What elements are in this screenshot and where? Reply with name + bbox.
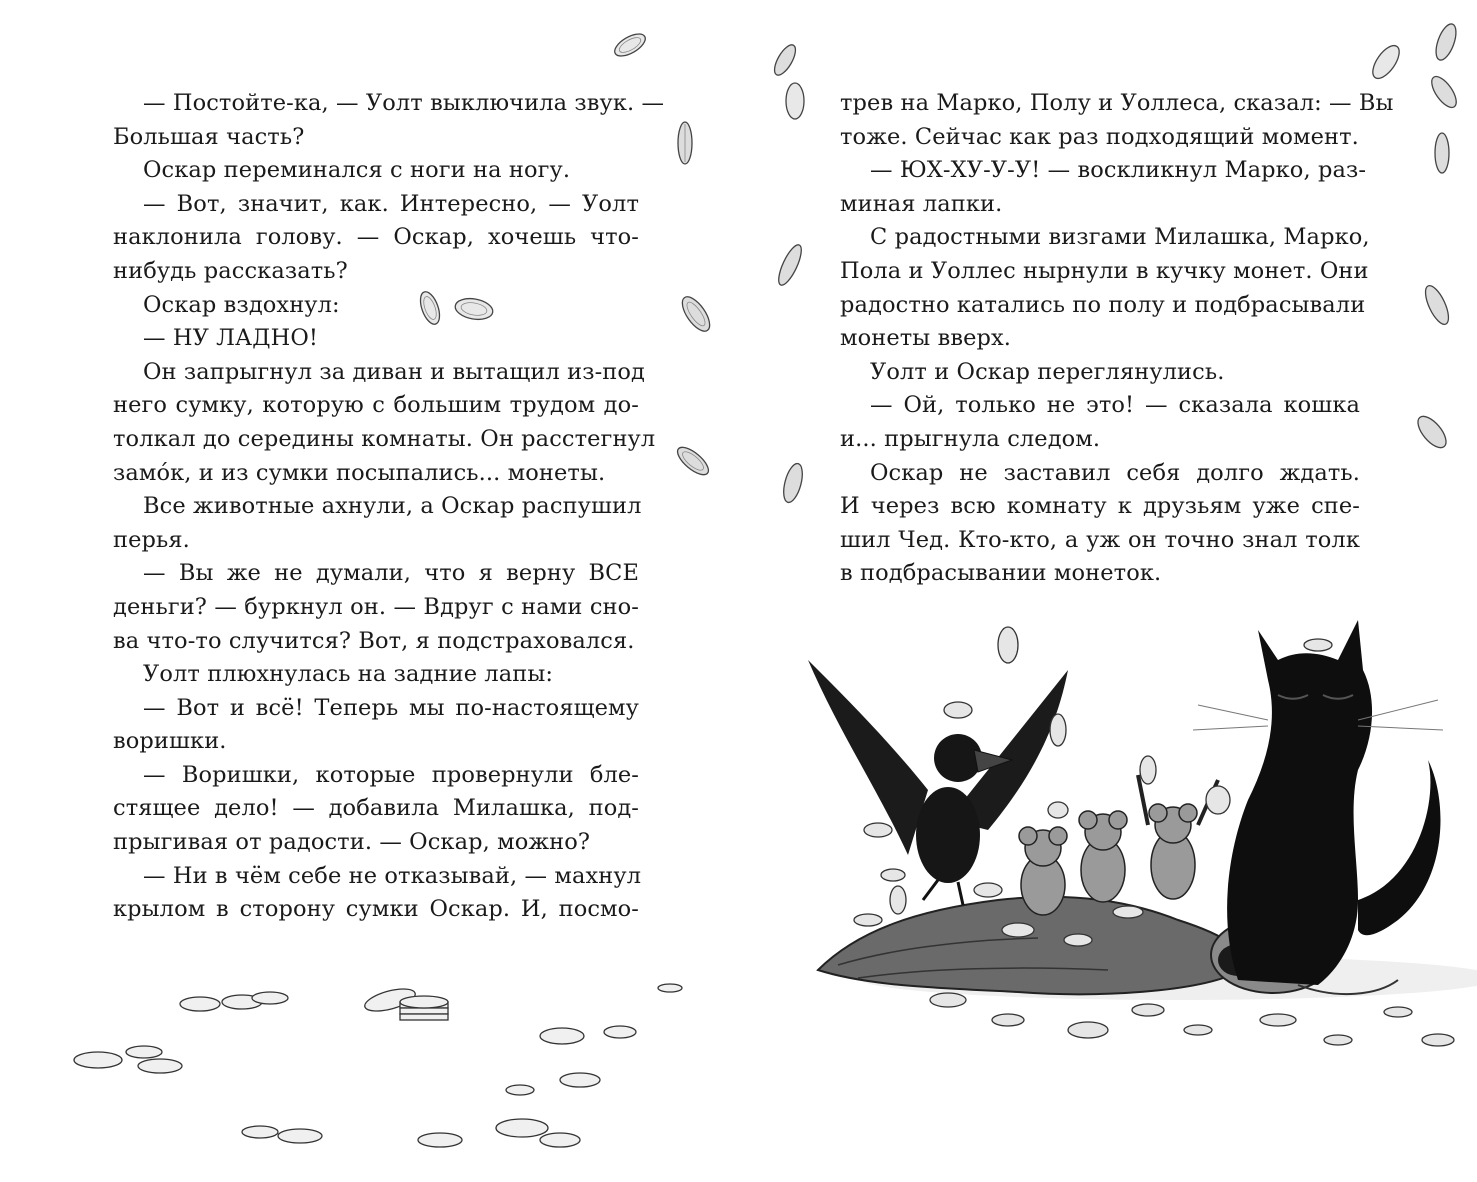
coin-icon — [776, 460, 810, 506]
coin-icon — [416, 288, 444, 328]
coin-icon — [780, 80, 810, 122]
left-page-text-line: замóк, и из сумки посыпались... монеты. — [113, 459, 606, 486]
right-page-text-line: И через всю комнату к друзьям уже спе- — [840, 493, 1360, 520]
left-page-text-line: стящее дело! — добавила Милашка, под- — [113, 795, 639, 822]
coin-icon — [1428, 20, 1464, 64]
left-page-text-line: — НУ ЛАДНО! — [143, 325, 319, 352]
right-page-text — [840, 87, 1394, 591]
coin-icon — [1412, 410, 1452, 454]
right-page — [738, 0, 1477, 1182]
coin-icon — [768, 40, 802, 80]
right-page-text-line: трев на Марко, Полу и Уоллеса, сказал: — Вы — [840, 90, 1394, 116]
animals-with-coins-illustration — [798, 600, 1477, 1060]
coin-icon — [610, 30, 650, 60]
left-page-text-line: толкал до середины комнаты. Он расстегнул — [113, 425, 656, 452]
left-page-text-line: — Воришки, которые провернули бле- — [143, 761, 639, 788]
coin-icon — [1368, 40, 1404, 84]
left-page-text-line: Уолт плюхнулась на задние лапы: — [143, 661, 554, 688]
left-page-text-line: крылом в сторону сумки Оскар. И, посмо- — [113, 896, 639, 923]
right-page-text-line: Пола и Уоллес нырнули в кучку монет. Они — [840, 257, 1369, 284]
left-page — [0, 0, 738, 1182]
coin-icon — [1428, 130, 1456, 176]
right-page-text-line: и... прыгнула следом. — [840, 425, 1101, 452]
left-page-text-line: деньги? — буркнул он. — Вдруг с нами сно- — [113, 593, 639, 620]
coin-icon — [772, 240, 808, 290]
left-page-text — [113, 87, 665, 927]
left-page-text-line: Все животные ахнули, а Оскар распушил — [143, 493, 642, 520]
left-page-text-line: перья. — [113, 526, 190, 553]
right-page-text-line: радостно катались по полу и подбрасывали — [840, 291, 1366, 318]
left-page-text-line: него сумку, которую с большим трудом до- — [113, 392, 639, 419]
left-page-text-line: прыгивая от радости. — Оскар, можно? — [113, 829, 591, 856]
floor-coins-icon — [60, 980, 740, 1160]
left-page-text-line: Оскар переминался с ноги на ногу. — [143, 157, 571, 184]
coin-icon — [1418, 280, 1456, 330]
coin-icon — [676, 290, 716, 338]
left-page-text-line: наклонила голову. — Оскар, хочешь что- — [113, 224, 639, 251]
right-page-text-line: в подбрасывании монеток. — [840, 560, 1162, 587]
right-page-text-line: — Ой, только не это! — сказала кошка — [870, 392, 1360, 419]
left-page-text-line: — Вы же не думали, что я верну ВСЕ — [143, 560, 639, 587]
right-page-text-line: миная лапки. — [840, 190, 1003, 217]
left-page-text-line: ва что-то случится? Вот, я подстраховался. — [113, 627, 635, 654]
right-page-text-line: шил Чед. Кто-кто, а уж он точно знал толк — [840, 526, 1360, 553]
right-page-text-line: монеты вверх. — [840, 325, 1012, 352]
left-page-text-line: Большая часть? — [113, 123, 305, 150]
right-page-text-line: тоже. Сейчас как раз подходящий момент. — [840, 123, 1359, 150]
right-page-text-line: С радостными визгами Милашка, Марко, — [870, 224, 1370, 251]
left-page-text-line: — Постойте-ка, — Уолт выключила звук. — — [143, 90, 665, 116]
left-page-text-line: нибудь рассказать? — [113, 257, 348, 284]
coin-icon — [1426, 70, 1462, 114]
left-page-text-line: Он запрыгнул за диван и вытащил из-под — [143, 358, 645, 385]
right-page-text-line: Оскар не заставил себя долго ждать. — [870, 459, 1360, 486]
left-page-text-line: Оскар вздохнул: — [143, 291, 340, 318]
left-page-text-line: — Вот и всё! Теперь мы по-настоящему — [143, 694, 639, 721]
left-page-text-line: — Ни в чём себе не отказывай, — махнул — [143, 862, 642, 889]
coin-icon — [452, 294, 496, 324]
coin-icon — [672, 118, 698, 168]
coin-icon — [672, 440, 714, 482]
right-page-text-line: Уолт и Оскар переглянулись. — [870, 358, 1225, 385]
right-page-text-line: — ЮХ-ХУ-У-У! — воскликнул Марко, раз- — [870, 157, 1367, 184]
left-page-text-line: — Вот, значит, как. Интересно, — Уолт — [143, 190, 639, 217]
left-page-text-line: воришки. — [113, 728, 227, 755]
